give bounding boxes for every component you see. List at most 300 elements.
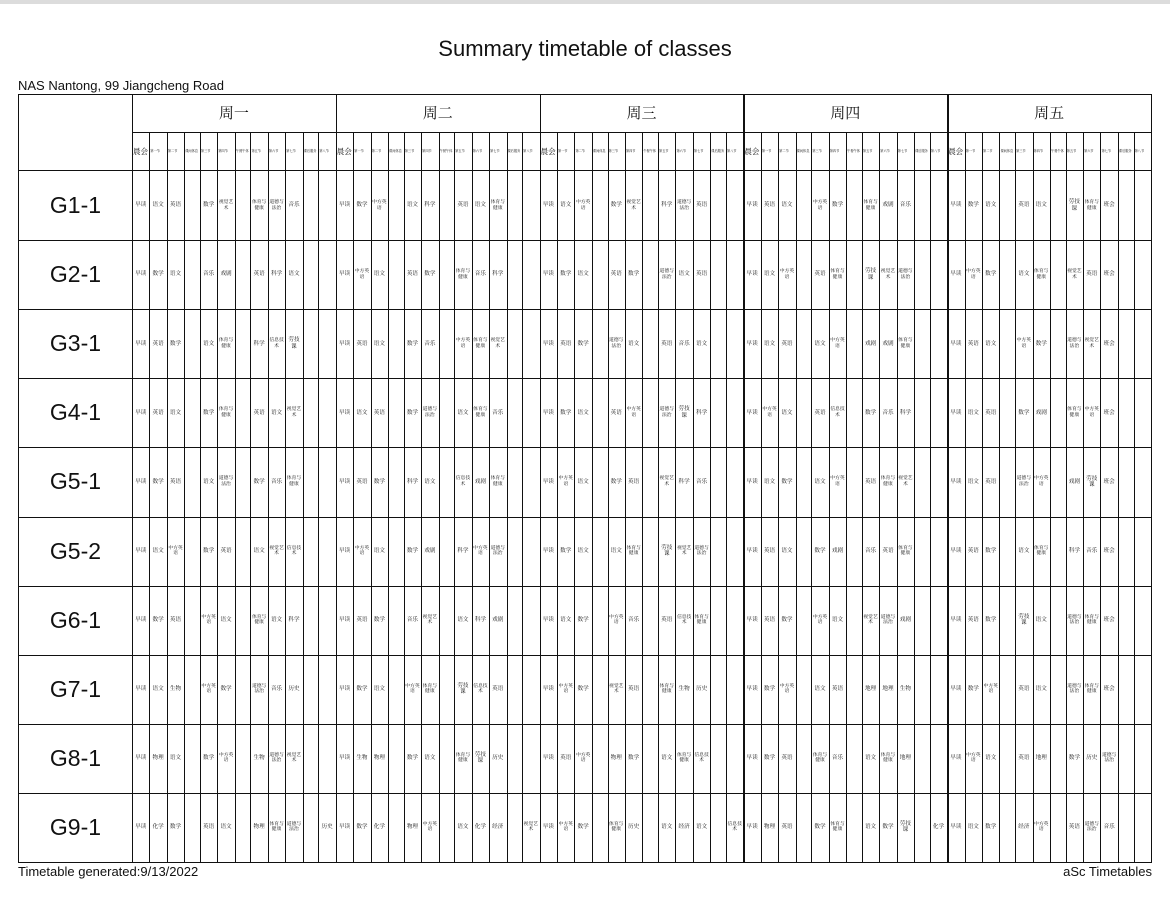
lesson-cell: 物理	[152, 755, 164, 762]
period-header: 课间休息	[592, 148, 606, 153]
lesson-cell: 中方英语	[201, 614, 216, 626]
lesson-cell: 历史	[288, 686, 300, 693]
period-divider	[1050, 132, 1051, 862]
lesson-cell: 音乐	[424, 340, 436, 347]
lesson-cell: 班会	[1103, 271, 1115, 278]
lesson-cell: 体育与健康	[609, 821, 624, 833]
lesson-cell: 道德与法治	[251, 683, 267, 695]
lesson-cell: 英语	[356, 478, 368, 485]
lesson-cell: 中方英语	[405, 683, 420, 695]
lesson-cell: 体育与健康	[830, 821, 845, 833]
lesson-cell: 中方英语	[779, 683, 795, 695]
lesson-cell: 早读	[542, 340, 554, 347]
lesson-cell: 中方英语	[575, 752, 591, 764]
lesson-cell: 数学	[628, 271, 640, 278]
lesson-cell: 早读	[542, 202, 554, 209]
timetable-grid	[18, 94, 1152, 863]
top-border	[0, 0, 1170, 4]
lesson-cell: 早读	[542, 409, 554, 416]
lesson-cell: 道德与法治	[1067, 683, 1082, 695]
lesson-cell: 数学	[406, 340, 419, 347]
lesson-cell: 物理	[373, 755, 385, 762]
lesson-cell: 早读	[135, 616, 147, 623]
lesson-cell: 历史	[492, 755, 504, 762]
period-divider	[930, 132, 931, 862]
lesson-cell: 劳技课	[1086, 475, 1098, 488]
lesson-cell: 体育与健康	[659, 683, 674, 695]
lesson-cell: 早读	[135, 478, 147, 485]
lesson-cell: 视觉艺术	[286, 407, 302, 418]
period-header: 第五节	[455, 148, 465, 153]
lesson-cell: 中方英语	[1016, 338, 1032, 349]
lesson-cell: 体育与健康	[1067, 407, 1082, 418]
lesson-cell: 语文	[457, 824, 469, 831]
lesson-cell: 数学	[424, 271, 436, 278]
lesson-cell: 中方英语	[558, 476, 573, 487]
lesson-cell: 视觉艺术	[676, 545, 692, 557]
lesson-cell: 数学	[1068, 755, 1080, 762]
lesson-cell: 英语	[781, 824, 793, 831]
lesson-cell: 语文	[152, 547, 164, 554]
lesson-cell: 早读	[950, 824, 962, 831]
period-divider	[999, 132, 1000, 862]
lesson-cell: 中方英语	[354, 269, 370, 280]
period-divider	[522, 132, 523, 862]
lesson-cell: 语文	[152, 202, 164, 209]
lesson-cell: 早读	[338, 547, 351, 554]
lesson-cell: 化学	[932, 824, 945, 831]
lesson-cell: 英语	[1018, 686, 1030, 693]
lesson-cell: 语文	[628, 340, 640, 347]
lesson-cell: 科学	[474, 616, 486, 623]
lesson-cell: 科学	[678, 478, 690, 485]
lesson-cell: 班会	[1103, 686, 1115, 693]
period-header: 第八节	[523, 148, 533, 153]
lesson-cell: 音乐	[1086, 547, 1098, 554]
period-header: 晨会	[540, 147, 556, 156]
lesson-cell: 劳技课	[1018, 613, 1030, 627]
period-divider	[592, 132, 593, 862]
lesson-cell: 中方英语	[609, 614, 624, 626]
period-header: 第二节	[371, 148, 382, 153]
lesson-cell: 语文	[373, 547, 385, 554]
period-header: 第三节	[404, 148, 415, 153]
lesson-cell: 早读	[950, 202, 962, 209]
lesson-cell: 数学	[406, 755, 419, 762]
lesson-cell: 英语	[763, 547, 776, 554]
lesson-cell: 劳技课	[864, 268, 877, 281]
lesson-cell: 早读	[746, 271, 758, 278]
period-divider	[710, 132, 711, 862]
lesson-cell: 体育与健康	[218, 338, 234, 349]
lesson-cell: 早读	[542, 616, 554, 623]
lesson-cell: 班会	[1103, 340, 1115, 347]
lesson-cell: 语文	[814, 478, 826, 485]
period-divider	[439, 132, 440, 862]
lesson-cell: 英语	[169, 478, 182, 485]
period-divider	[914, 132, 915, 862]
lesson-cell: 音乐	[882, 409, 894, 416]
lesson-cell: 化学	[474, 824, 486, 831]
lesson-cell: 语文	[152, 686, 164, 693]
lesson-cell: 数学	[781, 478, 793, 485]
lesson-cell: 早读	[135, 202, 147, 209]
lesson-cell: 语文	[985, 202, 997, 209]
lesson-cell: 英语	[814, 271, 826, 278]
period-header: 课间休息	[1000, 148, 1014, 153]
lesson-cell: 数学	[169, 824, 182, 831]
day-header: 周三	[626, 104, 657, 122]
lesson-cell: 语文	[253, 547, 265, 554]
lesson-cell: 语文	[864, 824, 877, 831]
class-name: G2-1	[49, 261, 102, 288]
period-divider	[235, 132, 236, 862]
page-title: Summary timetable of classes	[438, 36, 732, 61]
lesson-cell: 早读	[746, 478, 758, 485]
lesson-cell: 早读	[135, 686, 147, 693]
lesson-cell: 地理	[1035, 755, 1047, 762]
lesson-cell: 早读	[542, 824, 554, 831]
lesson-cell: 英语	[864, 478, 877, 485]
lesson-cell: 数学	[253, 478, 265, 485]
lesson-cell: 科学	[457, 547, 469, 554]
lesson-cell: 视觉艺术	[490, 338, 505, 349]
lesson-cell: 体育与健康	[1084, 200, 1099, 211]
lesson-cell: 英语	[492, 686, 504, 693]
lesson-cell: 数学	[220, 686, 232, 693]
lesson-cell: 英语	[152, 409, 164, 416]
lesson-cell: 英语	[628, 686, 640, 693]
lesson-cell: 语文	[763, 340, 776, 347]
lesson-cell: 体育与健康	[694, 614, 709, 626]
lesson-cell: 历史	[628, 824, 640, 831]
period-header: 第七节	[490, 148, 500, 153]
period-divider	[184, 132, 185, 862]
lesson-cell: 音乐	[203, 271, 215, 278]
lesson-cell: 生物	[899, 686, 911, 693]
lesson-cell: 科学	[1068, 547, 1080, 554]
period-divider	[318, 132, 319, 862]
class-name: G6-1	[49, 606, 102, 633]
lesson-cell: 体育与健康	[880, 752, 896, 764]
lesson-cell: 中方英语	[575, 200, 591, 211]
lesson-cell: 音乐	[270, 478, 283, 485]
school-name: NAS Nantong, 99 Jiangcheng Road	[18, 78, 224, 93]
lesson-cell: 物理	[610, 755, 622, 762]
lesson-cell: 视觉艺术	[1067, 269, 1082, 280]
period-divider	[1118, 132, 1119, 862]
lesson-cell: 早读	[542, 547, 554, 554]
lesson-cell: 早读	[135, 547, 147, 554]
lesson-cell: 中方英语	[966, 269, 981, 280]
lesson-cell: 历史	[1086, 755, 1098, 762]
lesson-cell: 语文	[373, 271, 385, 278]
lesson-cell: 英语	[831, 686, 844, 693]
period-header: 第八节	[1134, 148, 1145, 153]
lesson-cell: 语文	[610, 547, 622, 554]
lesson-cell: 体育与健康	[626, 545, 641, 557]
lesson-cell: 数学	[577, 340, 589, 347]
lesson-cell: 信息技术	[473, 683, 488, 695]
lesson-cell: 化学	[152, 824, 164, 831]
lesson-cell: 英语	[967, 547, 979, 554]
lesson-cell: 化学	[373, 824, 385, 831]
lesson-cell: 科学	[406, 478, 419, 485]
lesson-cell: 地理	[864, 686, 877, 693]
lesson-cell: 早读	[950, 547, 962, 554]
lesson-cell: 语文	[424, 478, 436, 485]
lesson-cell: 中方英语	[558, 821, 573, 833]
lesson-cell: 科学	[492, 271, 504, 278]
lesson-cell: 地理	[899, 755, 911, 762]
period-header: 晨会	[133, 147, 148, 156]
lesson-cell: 戏剧	[864, 340, 877, 347]
lesson-cell: 体育与健康	[251, 200, 267, 211]
lesson-cell: 体育与健康	[1084, 614, 1099, 626]
lesson-cell: 体育与健康	[830, 269, 845, 280]
lesson-cell: 语文	[985, 755, 997, 762]
period-header: 午餐午休	[439, 148, 453, 153]
lesson-cell: 早读	[746, 686, 758, 693]
period-header: 第一节	[354, 148, 364, 153]
lesson-cell: 语文	[169, 409, 182, 416]
lesson-cell: 数学	[814, 824, 826, 831]
lesson-cell: 英语	[253, 409, 265, 416]
lesson-cell: 科学	[424, 202, 436, 209]
lesson-cell: 数学	[985, 616, 997, 623]
lesson-cell: 戏剧	[882, 202, 894, 209]
lesson-cell: 数学	[967, 686, 979, 693]
period-divider	[507, 132, 508, 862]
lesson-cell: 早读	[746, 547, 758, 554]
lesson-cell: 英语	[220, 547, 232, 554]
period-header: 第二节	[983, 148, 993, 153]
lesson-cell: 语文	[864, 755, 877, 762]
lesson-cell: 英语	[356, 340, 368, 347]
lesson-cell: 英语	[781, 340, 793, 347]
lesson-cell: 早读	[135, 755, 147, 762]
lesson-cell: 体育与健康	[455, 269, 471, 280]
lesson-cell: 数学	[373, 616, 385, 623]
lesson-cell: 道德与法治	[676, 200, 692, 211]
lesson-cell: 物理	[763, 824, 776, 831]
lesson-cell: 语文	[203, 478, 215, 485]
lesson-cell: 音乐	[864, 547, 877, 554]
lesson-cell: 数学	[1035, 340, 1047, 347]
lesson-cell: 早读	[135, 824, 147, 831]
period-header: 第三节	[200, 148, 211, 153]
lesson-cell: 数学	[781, 616, 793, 623]
lesson-cell: 语文	[220, 616, 232, 623]
lesson-cell: 劳技课	[678, 406, 690, 419]
lesson-cell: 中方英语	[830, 338, 845, 349]
lesson-cell: 语文	[678, 271, 690, 278]
lesson-cell: 体育与健康	[473, 338, 488, 349]
lesson-cell: 视觉艺术	[659, 476, 674, 487]
lesson-cell: 道德与法治	[286, 821, 302, 833]
period-header: 第六节	[268, 148, 279, 153]
lesson-cell: 劳技课	[457, 682, 469, 696]
lesson-cell: 道德与法治	[269, 200, 284, 211]
lesson-cell: 英语	[356, 616, 368, 623]
lesson-cell: 经济	[492, 824, 504, 831]
period-divider	[1134, 132, 1135, 862]
lesson-cell: 语文	[1018, 547, 1030, 554]
period-header: 晨会	[744, 147, 760, 156]
period-header: 午餐午休	[1050, 148, 1064, 153]
lesson-cell: 语文	[781, 202, 793, 209]
lesson-cell: 语文	[763, 271, 776, 278]
lesson-cell: 数学	[169, 340, 182, 347]
lesson-cell: 班会	[1103, 202, 1115, 209]
period-header: 课后服务	[507, 148, 521, 153]
lesson-cell: 中方英语	[1034, 476, 1049, 487]
lesson-cell: 数学	[814, 547, 826, 554]
period-header: 课间休息	[389, 148, 402, 153]
lesson-cell: 中方英语	[762, 407, 777, 418]
period-header: 第四节	[1033, 148, 1044, 153]
lesson-cell: 视觉艺术	[286, 752, 302, 764]
period-header: 第七节	[286, 148, 296, 153]
period-header: 第三节	[812, 148, 822, 153]
lesson-cell: 数学	[610, 202, 622, 209]
class-name: G4-1	[49, 399, 102, 426]
lesson-cell: 数学	[577, 824, 589, 831]
lesson-cell: 英语	[814, 409, 826, 416]
period-header: 第三节	[1016, 148, 1026, 153]
period-header: 午餐午休	[847, 148, 860, 153]
lesson-cell: 道德与法治	[880, 614, 896, 626]
lesson-cell: 语文	[661, 824, 673, 831]
lesson-cell: 科学	[695, 409, 708, 416]
lesson-cell: 语文	[203, 340, 215, 347]
period-header: 课后服务	[1118, 148, 1132, 153]
lesson-cell: 生物	[169, 686, 182, 693]
period-header: 第七节	[897, 148, 908, 153]
lesson-cell: 道德与法治	[422, 407, 438, 418]
lesson-cell: 数学	[560, 409, 572, 416]
lesson-cell: 早读	[338, 478, 351, 485]
period-header: 第一节	[558, 148, 568, 153]
period-header: 课后服务	[915, 148, 928, 153]
lesson-cell: 音乐	[270, 686, 283, 693]
lesson-cell: 科学	[899, 409, 911, 416]
period-header: 第一节	[761, 148, 772, 153]
lesson-cell: 语文	[457, 409, 469, 416]
lesson-cell: 早读	[338, 755, 351, 762]
lesson-cell: 语文	[270, 409, 283, 416]
period-header: 第八节	[319, 148, 329, 153]
lesson-cell: 数学	[1018, 409, 1030, 416]
lesson-cell: 数学	[831, 202, 844, 209]
lesson-cell: 英语	[457, 202, 469, 209]
lesson-cell: 英语	[763, 616, 776, 623]
lesson-cell: 中方英语	[354, 545, 370, 557]
lesson-cell: 数学	[356, 824, 368, 831]
lesson-cell: 道德与法治	[1101, 752, 1117, 764]
lesson-cell: 语文	[985, 340, 997, 347]
period-header: 第八节	[930, 148, 941, 153]
lesson-cell: 语文	[1035, 616, 1047, 623]
class-name: G1-1	[49, 192, 102, 218]
period-header: 第五节	[1066, 148, 1077, 153]
lesson-cell: 英语	[253, 271, 265, 278]
lesson-cell: 早读	[338, 409, 351, 416]
lesson-cell: 语文	[967, 409, 979, 416]
lesson-cell: 体育与健康	[1034, 269, 1049, 280]
lesson-cell: 英语	[1018, 202, 1030, 209]
lesson-cell: 早读	[746, 616, 758, 623]
lesson-cell: 数学	[577, 686, 589, 693]
lesson-cell: 科学	[288, 616, 300, 623]
lesson-cell: 信息技术	[676, 614, 692, 626]
lesson-cell: 戏剧	[424, 547, 436, 554]
lesson-cell: 体育与健康	[455, 752, 471, 764]
lesson-cell: 道德与法治	[898, 269, 913, 280]
lesson-cell: 语文	[457, 616, 469, 623]
lesson-cell: 数学	[356, 686, 368, 693]
lesson-cell: 早读	[950, 755, 962, 762]
generated-date: Timetable generated:9/13/2022	[18, 864, 199, 879]
lesson-cell: 数学	[967, 202, 979, 209]
period-header: 第八节	[726, 148, 737, 153]
lesson-cell: 信息技术	[455, 476, 471, 487]
lesson-cell: 早读	[338, 686, 351, 693]
lesson-cell: 英语	[985, 478, 997, 485]
lesson-cell: 早读	[135, 409, 147, 416]
lesson-cell: 英语	[661, 340, 673, 347]
lesson-cell: 语文	[577, 409, 589, 416]
lesson-cell: 中方英语	[779, 269, 795, 280]
period-header: 第二节	[779, 148, 789, 153]
lesson-cell: 视觉艺术	[1084, 338, 1099, 349]
lesson-cell: 英语	[1068, 824, 1080, 831]
lesson-cell: 数学	[152, 478, 164, 485]
lesson-cell: 生物	[356, 755, 368, 762]
lesson-cell: 英语	[967, 616, 979, 623]
period-header: 第六节	[880, 148, 890, 153]
lesson-cell: 语文	[1018, 271, 1030, 278]
lesson-cell: 英语	[560, 755, 572, 762]
lesson-cell: 戏剧	[220, 271, 232, 278]
lesson-cell: 早读	[746, 409, 758, 416]
period-divider	[303, 132, 304, 862]
lesson-cell: 早读	[338, 616, 351, 623]
lesson-cell: 数学	[406, 409, 419, 416]
lesson-cell: 数学	[985, 824, 997, 831]
lesson-cell: 体育与健康	[1084, 683, 1099, 695]
lesson-cell: 数学	[373, 478, 385, 485]
lesson-cell: 视觉艺术	[269, 545, 284, 557]
lesson-cell: 劳技课	[474, 751, 486, 765]
lesson-cell: 中方英语	[966, 752, 981, 764]
lesson-cell: 语文	[831, 616, 844, 623]
lesson-cell: 数学	[560, 271, 572, 278]
day-header: 周二	[422, 104, 453, 122]
lesson-cell: 数学	[152, 271, 164, 278]
lesson-cell: 早读	[338, 340, 351, 347]
lesson-cell: 中方英语	[201, 683, 216, 695]
lesson-cell: 数学	[763, 755, 776, 762]
lesson-cell: 英语	[985, 409, 997, 416]
period-header: 第六节	[1084, 148, 1094, 153]
lesson-cell: 语文	[781, 409, 793, 416]
lesson-cell: 视觉艺术	[626, 200, 641, 211]
lesson-cell: 劳技课	[288, 337, 300, 350]
lesson-cell: 数学	[882, 824, 894, 831]
lesson-cell: 体育与健康	[880, 476, 896, 487]
period-header: 第六节	[472, 148, 483, 153]
